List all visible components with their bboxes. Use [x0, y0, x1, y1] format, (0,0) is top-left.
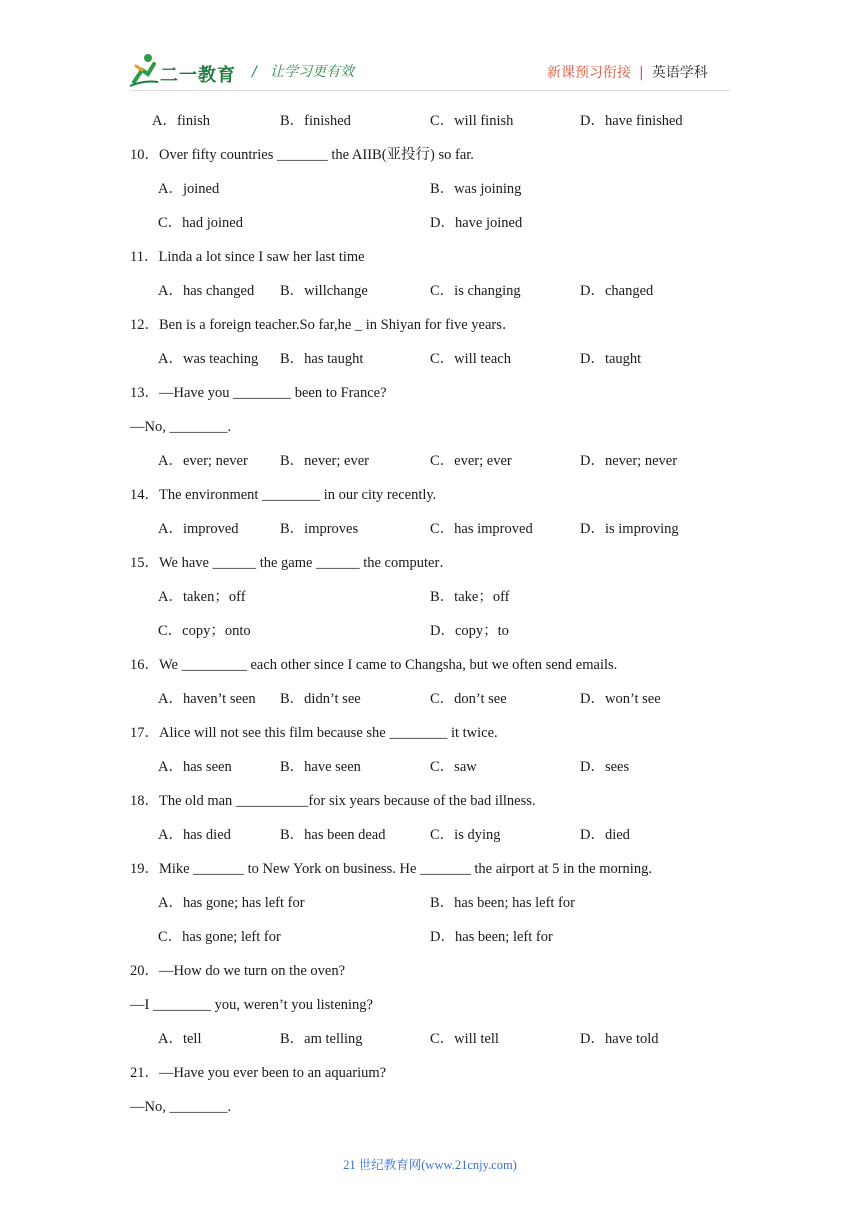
answer-option: C．has gone; left for — [158, 929, 281, 945]
answer-option: C．ever; ever — [430, 453, 512, 469]
question-stem: 19．Mike _______ to New York on business. He _______ the airport at 5 in the morning. — [130, 861, 652, 877]
answer-option: D．is improving — [580, 521, 679, 537]
question-stem: 17．Alice will not see this film because she ________ it twice. — [130, 725, 498, 741]
slogan-prefix: / — [252, 64, 257, 80]
answer-option: A．haven’t seen — [158, 691, 256, 707]
question-stem: 14．The environment ________ in our city recently. — [130, 487, 437, 503]
answer-option: A．has changed — [158, 283, 255, 299]
answer-option: D．won’t see — [580, 691, 661, 707]
answer-option: A．taken；off — [158, 589, 246, 605]
answer-option: C．saw — [430, 759, 477, 775]
course-title: 新课预习衔接 — [547, 65, 631, 81]
header-separator: | — [639, 65, 644, 81]
header-divider — [130, 90, 730, 91]
question-stem-reply: —No, ________. — [130, 419, 232, 435]
answer-option: C．will tell — [430, 1031, 499, 1047]
answer-option: D．taught — [580, 351, 642, 367]
answer-option: A．tell — [158, 1031, 202, 1047]
answer-option: D．has been; left for — [430, 929, 553, 945]
answer-option: A．has gone; has left for — [158, 895, 305, 911]
page-footer: 21 世纪教育网(www.21cnjy.com) — [343, 1158, 517, 1172]
answer-option: B．am telling — [280, 1031, 363, 1047]
answer-option: D．changed — [580, 283, 654, 299]
answer-option: D．have finished — [580, 113, 683, 129]
question-stem: 21．—Have you ever been to an aquarium? — [130, 1065, 387, 1081]
answer-option: A．finish — [152, 113, 210, 129]
answer-option: C．don’t see — [430, 691, 507, 707]
answer-option: B．take；off — [430, 589, 510, 605]
answer-option: B．was joining — [430, 181, 522, 197]
answer-option: C．will teach — [430, 351, 511, 367]
answer-option: B．didn’t see — [280, 691, 361, 707]
subject-label: 英语学科 — [651, 65, 708, 81]
answer-option: B．improves — [280, 521, 359, 537]
question-stem: 20．—How do we turn on the oven? — [130, 963, 346, 979]
question-stem-reply: —I ________ you, weren’t you listening? — [130, 997, 373, 1013]
question-stem: 11．Linda a lot since I saw her last time — [130, 249, 365, 265]
page-header — [0, 0, 860, 100]
slogan-text: 让学习更有效 — [270, 64, 355, 80]
answer-option: D．died — [580, 827, 630, 843]
question-stem-reply: —No, ________. — [130, 1099, 232, 1115]
answer-option: B．has been dead — [280, 827, 386, 843]
answer-option: B．finished — [280, 113, 351, 129]
answer-option: C．has improved — [430, 521, 533, 537]
answer-option: A．has died — [158, 827, 231, 843]
answer-option: C．is dying — [430, 827, 501, 843]
question-stem: 10．Over fifty countries _______ the AIIB(亚投行) so far. — [130, 147, 474, 163]
answer-option: A．was teaching — [158, 351, 259, 367]
answer-option: C．is changing — [430, 283, 521, 299]
question-stem: 12．Ben is a foreign teacher.So far,he _ in Shiyan for five years． — [130, 317, 517, 333]
answer-option: B．has been; has left for — [430, 895, 575, 911]
answer-option: B．willchange — [280, 283, 368, 299]
answer-option: D．have told — [580, 1031, 659, 1047]
answer-option: A．ever; never — [158, 453, 248, 469]
runner-logo-icon — [128, 52, 162, 88]
answer-option: D．never; never — [580, 453, 678, 469]
logo-text: 二一教育 — [160, 65, 236, 86]
answer-option: C．copy；onto — [158, 623, 251, 639]
question-stem: 18．The old man __________for six years because of the bad illness. — [130, 793, 536, 809]
answer-option: B．never; ever — [280, 453, 369, 469]
answer-option: B．has taught — [280, 351, 364, 367]
answer-option: A．joined — [158, 181, 220, 197]
answer-option: D．copy；to — [430, 623, 509, 639]
header-course-info — [547, 62, 708, 82]
answer-option: A．has seen — [158, 759, 232, 775]
question-stem: 16．We _________ each other since I came to Changsha, but we often send emails. — [130, 657, 618, 673]
question-stem: 15．We have ______ the game ______ the computer． — [130, 555, 454, 571]
question-stem: 13．—Have you ________ been to France? — [130, 385, 387, 401]
answer-option: C．will finish — [430, 113, 514, 129]
answer-option: B．have seen — [280, 759, 361, 775]
answer-option: A．improved — [158, 521, 239, 537]
slogan — [252, 61, 354, 81]
logo — [128, 52, 243, 92]
answer-option: D．sees — [580, 759, 630, 775]
answer-option: C．had joined — [158, 215, 243, 231]
answer-option: D．have joined — [430, 215, 523, 231]
